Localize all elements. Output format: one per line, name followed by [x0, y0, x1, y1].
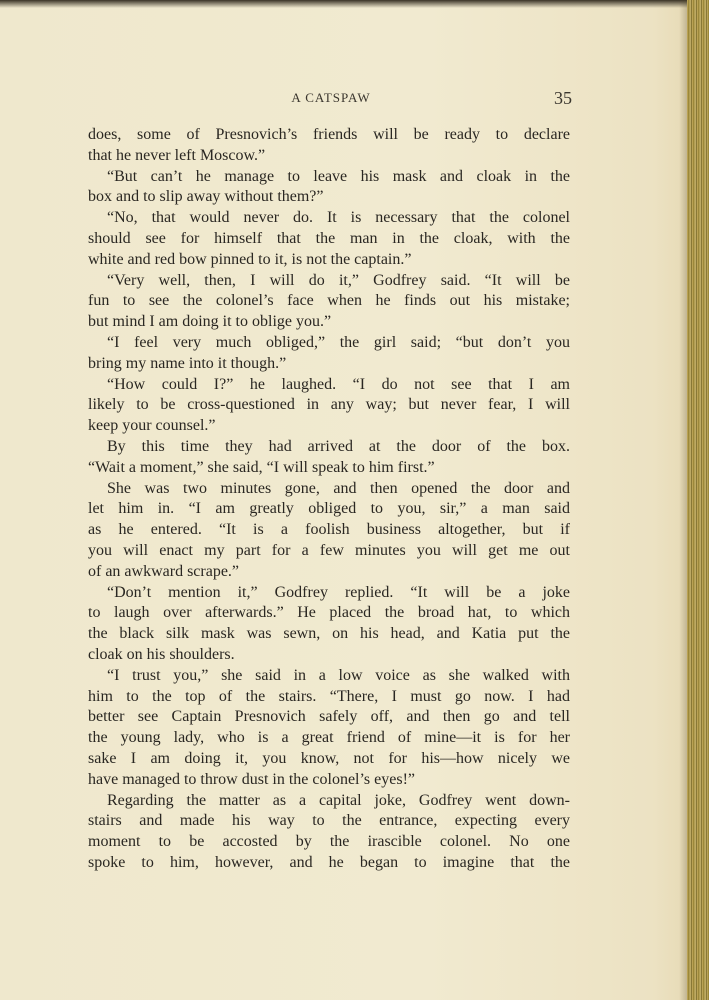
text-line: stairs and made his way to the entrance, expecting every [88, 812, 570, 830]
text-line: does, some of Presnovich’s friends will be ready to declare [88, 126, 570, 143]
text-line: of an awkward scrape.” [88, 562, 240, 580]
text-line: “Wait a moment,” she said, “I will speak to him first.” [88, 458, 435, 476]
page-number: 35 [554, 88, 572, 108]
book-page-edges [687, 0, 709, 1000]
text-line: but mind I am doing it to oblige you.” [88, 313, 332, 331]
text-line: “No, that would never do. It is necessary that the colonel [107, 209, 570, 227]
text-line: let him in. “I am greatly obliged to you, sir,” a man said [88, 500, 570, 518]
text-line: have managed to throw dust in the colonel’s eyes!” [88, 770, 416, 788]
text-line: that he never left Moscow.” [88, 146, 266, 164]
text-line: Regarding the matter as a capital joke, Godfrey went down- [107, 791, 570, 809]
text-line: cloak on his shoulders. [88, 645, 235, 663]
text-line: sake I am doing it, you know, not for his—how nicely we [88, 749, 570, 767]
text-line: keep your counsel.” [88, 417, 216, 435]
text-line: “But can’t he manage to leave his mask and cloak in the [107, 167, 570, 185]
text-line: the young lady, who is a great friend of mine—it is for her [88, 729, 570, 747]
text-line: “Don’t mention it,” Godfrey replied. “It will be a joke [107, 583, 570, 601]
top-shadow [0, 0, 709, 8]
text-line: bring my name into it though.” [88, 354, 287, 372]
text-line: him to the top of the stairs. “There, I must go now. I had [88, 687, 570, 705]
text-line: moment to be accosted by the irascible colonel. No one [88, 833, 570, 851]
text-line: likely to be cross-questioned in any way; but never fear, I will [88, 396, 570, 414]
page-edge-shadow [679, 0, 687, 1000]
text-line: “I trust you,” she said in a low voice as she walked with [107, 666, 570, 684]
text-line: She was two minutes gone, and then opened the door and [107, 479, 570, 497]
text-line: should see for himself that the man in the cloak, with the [88, 229, 570, 247]
text-line: “I feel very much obliged,” the girl said; “but don’t you [107, 333, 570, 351]
text-line: “Very well, then, I will do it,” Godfrey said. “It will be [107, 271, 570, 289]
text-line: as he entered. “It is a foolish business altogether, but if [88, 521, 570, 539]
running-title: A CATSPAW [291, 90, 371, 105]
text-line: the black silk mask was sewn, on his head, and Katia put the [88, 625, 570, 643]
text-line: spoke to him, however, and he began to imagine that the [88, 853, 570, 871]
body-text [88, 125, 570, 874]
text-line: to laugh over afterwards.” He placed the broad hat, to which [88, 604, 570, 622]
running-head [90, 88, 572, 112]
text-line: “How could I?” he laughed. “I do not see that I am [107, 375, 570, 393]
text-line: By this time they had arrived at the door of the box. [107, 437, 570, 455]
text-line: box and to slip away without them?” [88, 188, 324, 206]
text-line: white and red bow pinned to it, is not the captain.” [88, 250, 412, 268]
text-line: better see Captain Presnovich safely off, and then go and tell [88, 708, 570, 726]
text-line: fun to see the colonel’s face when he finds out his mistake; [88, 292, 570, 310]
text-line: you will enact my part for a few minutes you will get me out [88, 541, 570, 559]
